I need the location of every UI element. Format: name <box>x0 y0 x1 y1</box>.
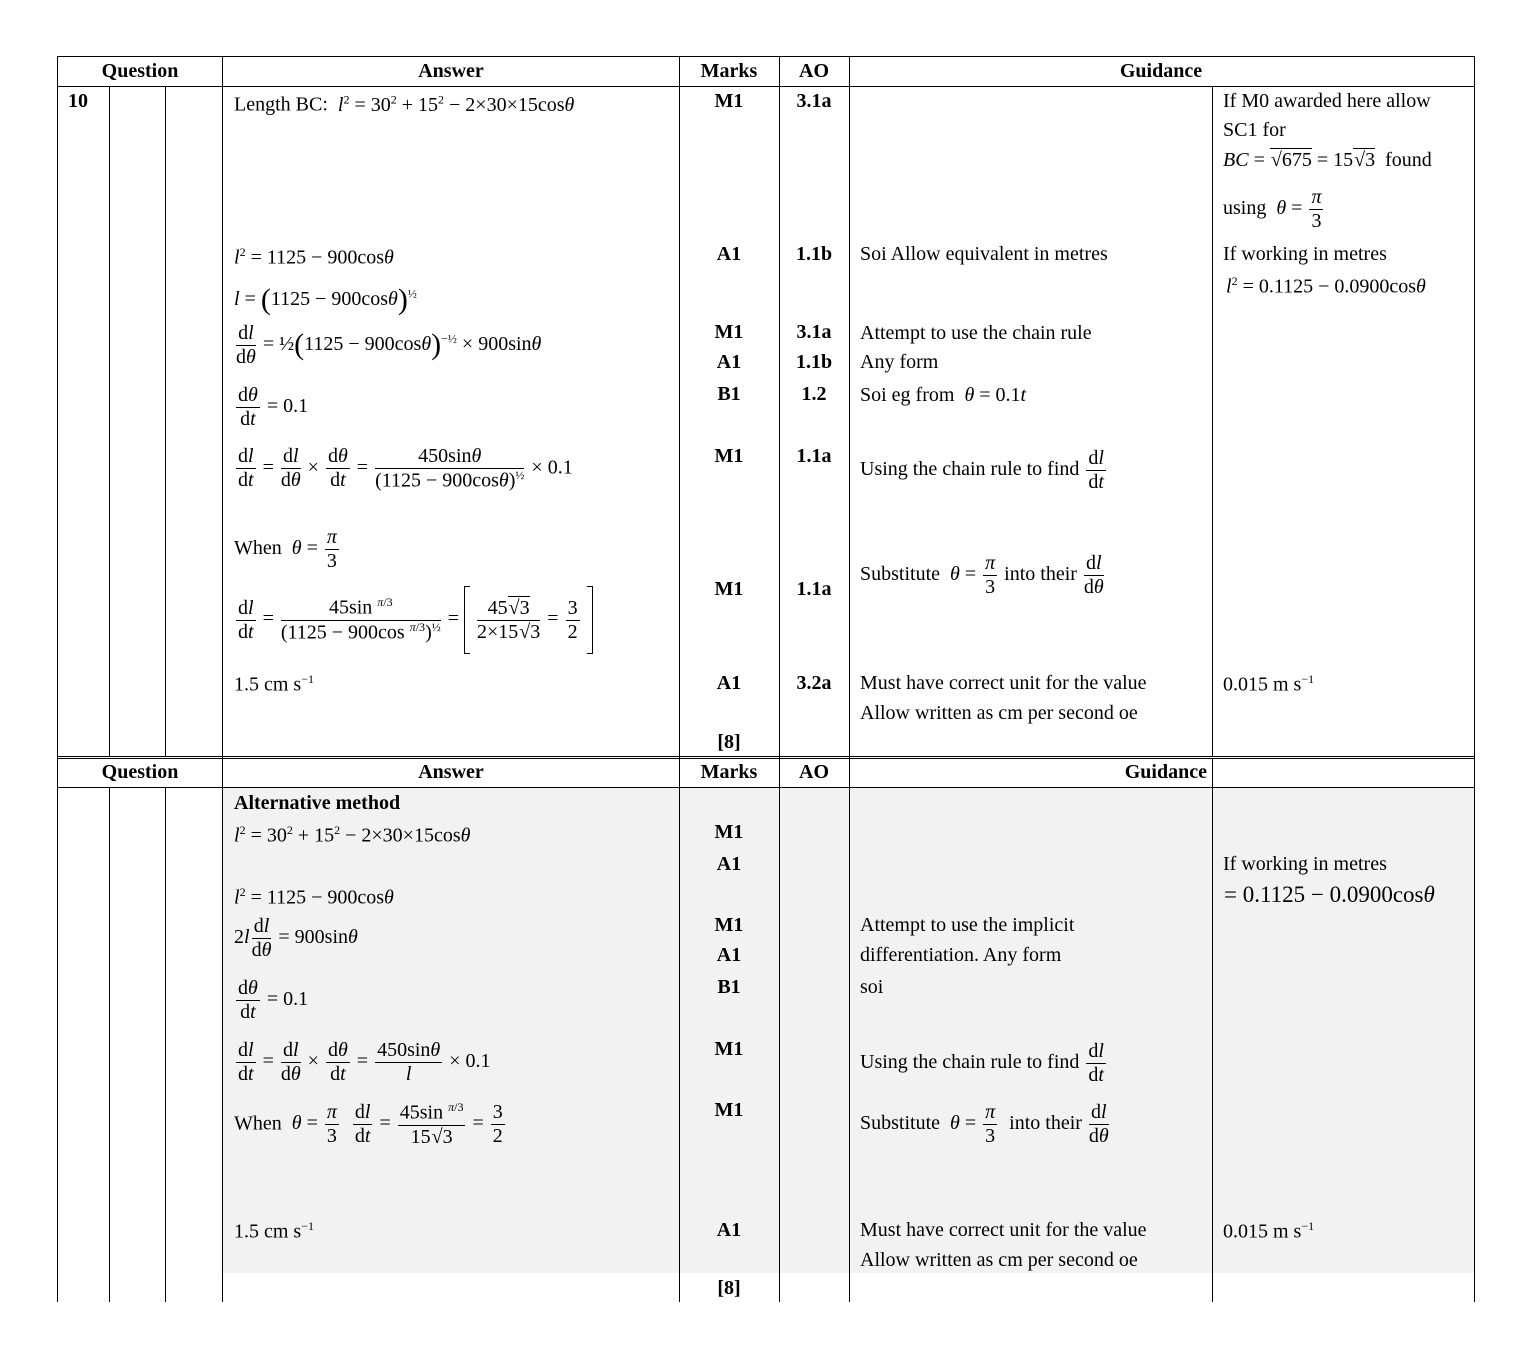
header-guidance: Guidance <box>1124 761 1207 783</box>
extra-guidance: If M0 awarded here allow <box>1223 90 1431 112</box>
table-rule <box>165 787 166 1302</box>
alternative-title: Alternative method <box>234 792 401 814</box>
guidance-line <box>860 447 1108 494</box>
extra-guidance: 0.015 m s <box>1223 1220 1302 1243</box>
mark-total: [8] <box>717 1277 741 1299</box>
math: $\frac{d\theta}{dt}$ = 0.1 <box>238 977 309 1023</box>
math: 2l $\frac{dl}{d\theta}$ = 900sinθ <box>234 915 358 961</box>
table-rule <box>1474 56 1475 1302</box>
math: = 0.1125 − 0.0900cosθ <box>1224 882 1435 907</box>
extra-guidance-line: 0.015 m $s^{-1}$ <box>1223 672 1315 696</box>
mark: M1 <box>714 445 744 467</box>
mark: M1 <box>714 90 744 112</box>
math: θ = $\frac{\pi}{3}$ <box>950 552 996 598</box>
table-rule <box>222 56 223 1302</box>
mark: M1 <box>714 578 744 600</box>
guidance: differentiation. Any form <box>860 944 1062 966</box>
answer-line: 1.5 cm $s^{-1}$ <box>234 672 314 696</box>
math: BC = √675 = 15√3 <box>1223 149 1376 171</box>
math: θ = $\frac{\pi}{3}$ $\frac{dl}{dt}$ = $\frac{45\sin ^{\pi/3}}{15√3}$ = $\frac{3}{2}$ <box>291 1100 503 1148</box>
question-number: 10 <box>68 90 88 112</box>
extra-guidance: If working in metres <box>1223 243 1387 265</box>
ao: 1.2 <box>801 383 827 405</box>
guidance-line <box>860 1040 1108 1087</box>
ao: 3.1a <box>796 321 832 343</box>
header-marks: Marks <box>700 60 758 82</box>
math: $\frac{dl}{dt}$ = $\frac{dl}{d\theta}$ × $\frac{d\theta}{dt}$ = $\frac{450\sin\theta}{l}$ × 0.1 <box>238 1039 491 1085</box>
answer-label: Length BC: <box>234 93 328 116</box>
header-answer: Answer <box>418 761 484 783</box>
table-rule <box>849 56 850 1302</box>
answer-line: 1.5 cm $s^{-1}$ <box>234 1219 314 1243</box>
mark: A1 <box>716 351 742 373</box>
guidance: Soi Allow equivalent in metres <box>860 243 1108 265</box>
math: θ = $\frac{\pi}{3}$ <box>1276 186 1322 232</box>
math: θ = $\frac{\pi}{3}$ <box>950 1101 996 1147</box>
mark: M1 <box>714 321 744 343</box>
math: $\frac{dl}{dt}$ <box>1088 1040 1104 1086</box>
answer-value: 1.5 cm s <box>234 1220 302 1243</box>
table-rule <box>57 56 58 1302</box>
table-rule <box>1212 758 1213 1302</box>
ao: 1.1b <box>795 243 833 265</box>
mark: M1 <box>714 821 744 843</box>
guidance-line <box>860 552 1106 599</box>
guidance: Using the chain rule to find <box>860 1051 1080 1074</box>
mark: A1 <box>716 243 742 265</box>
math: $l = (1125 - 900\cos\theta)^{\frac{1}{2}}$ <box>234 283 417 316</box>
guidance: Substitute <box>860 1112 941 1135</box>
math: $l^2 = 1125 - 900\cos\theta$ <box>234 245 394 269</box>
mark: A1 <box>716 853 742 875</box>
guidance-line <box>860 385 1026 405</box>
math: $\frac{dl}{dt}$ = $\frac{dl}{d\theta}$ × $\frac{d\theta}{dt}$ = $\frac{450\sin\theta}{(1125 - 900\cos\theta)^{\frac{1}{2}}}$ × 0.1 <box>238 445 573 492</box>
extra-guidance-line: 0.015 m $s^{-1}$ <box>1223 1219 1315 1243</box>
header-question: Question <box>101 761 179 783</box>
table-rule <box>109 86 110 756</box>
extra-guidance: If working in metres <box>1223 853 1387 875</box>
guidance: Attempt to use the chain rule <box>860 322 1092 344</box>
math: θ = $\frac{\pi}{3}$ <box>291 526 337 572</box>
table-rule <box>1212 86 1213 756</box>
header-ao: AO <box>799 761 829 783</box>
mark: A1 <box>716 672 742 694</box>
mark: B1 <box>717 976 741 998</box>
table-rule <box>57 787 1475 788</box>
guidance: Allow written as cm per second oe <box>860 1249 1138 1271</box>
table-rule <box>165 86 166 756</box>
guidance: soi <box>860 976 884 998</box>
table-rule <box>57 56 1475 57</box>
math: $l^2 = 0.1125 - 0.0900\cos\theta$ <box>1226 274 1426 298</box>
answer-value: 1.5 cm s <box>234 673 302 696</box>
answer-line <box>234 526 341 573</box>
mark: M1 <box>714 1099 744 1121</box>
guidance: into their <box>1009 1112 1082 1135</box>
header-answer: Answer <box>418 60 484 82</box>
ao: 1.1a <box>796 445 832 467</box>
header-ao: AO <box>799 60 829 82</box>
math: $l^2 = 30^2 + 15^2 - 2\times 30\times 15\cos\theta$ <box>337 92 575 116</box>
answer-line <box>234 93 574 115</box>
table-rule <box>57 86 1475 87</box>
header-question: Question <box>101 60 179 82</box>
mark-total: [8] <box>717 731 741 753</box>
math: θ = 0.1t <box>964 384 1027 406</box>
table-rule <box>57 758 1475 759</box>
guidance: Soi eg from <box>860 384 955 406</box>
mark: A1 <box>716 944 742 966</box>
table-rule <box>57 756 1475 757</box>
guidance: Allow written as cm per second oe <box>860 702 1138 724</box>
extra-guidance: SC1 for <box>1223 119 1286 141</box>
extra-guidance-line <box>1223 186 1325 233</box>
header-marks: Marks <box>700 761 758 783</box>
header-guidance: Guidance <box>1119 60 1203 82</box>
ao: 3.1a <box>796 90 832 112</box>
mark: M1 <box>714 914 744 936</box>
math: $\frac{dl}{d\theta}$ <box>1083 552 1104 598</box>
guidance: Substitute <box>860 563 941 586</box>
ao: 3.2a <box>796 672 832 694</box>
guidance: Attempt to use the implicit <box>860 914 1075 936</box>
answer-line <box>234 1101 507 1149</box>
guidance: Any form <box>860 351 939 373</box>
guidance: into their <box>1004 563 1077 586</box>
answer-label: When <box>234 1112 282 1135</box>
math: $l^2 = 30^2 + 15^2 - 2\times 30\times 15\cos\theta$ <box>234 823 471 847</box>
table-rule <box>779 56 780 1302</box>
extra-guidance: 0.015 m s <box>1223 673 1302 696</box>
guidance-line <box>860 1101 1111 1148</box>
guidance: Must have correct unit for the value <box>860 672 1147 694</box>
ao: 1.1b <box>795 351 833 373</box>
mark: M1 <box>714 1038 744 1060</box>
math: $\frac{dl}{dt}$ = $\frac{45\sin ^{\pi/3}}{(1125 - 900\cos ^{\pi/3})^{\frac{1}{2}}}$ = $\frac{45√3}{2\times 15√3}$ = $\frac{3}{2}$ <box>234 586 593 654</box>
table-rule <box>679 56 680 1302</box>
extra-guidance-line <box>1223 150 1432 170</box>
answer-label: When <box>234 537 282 560</box>
math: $\frac{dl}{d\theta}$ <box>1088 1101 1109 1147</box>
guidance: Using the chain rule to find <box>860 458 1080 481</box>
math: $\frac{dl}{d\theta}$ = ½(1125 − 900cosθ)$^{-\frac{1}{2}}$ × 900sinθ <box>236 322 542 368</box>
mark: B1 <box>717 383 741 405</box>
guidance: Must have correct unit for the value <box>860 1219 1147 1241</box>
table-rule <box>109 787 110 1302</box>
extra-guidance: found <box>1385 149 1432 171</box>
extra-guidance: using <box>1223 197 1267 220</box>
math: $\frac{d\theta}{dt}$ = 0.1 <box>238 384 309 430</box>
mark: A1 <box>716 1219 742 1241</box>
ao: 1.1a <box>796 578 832 600</box>
math: $\frac{dl}{dt}$ <box>1088 447 1104 493</box>
math: $l^2 = 1125 - 900\cos\theta$ <box>234 885 394 909</box>
